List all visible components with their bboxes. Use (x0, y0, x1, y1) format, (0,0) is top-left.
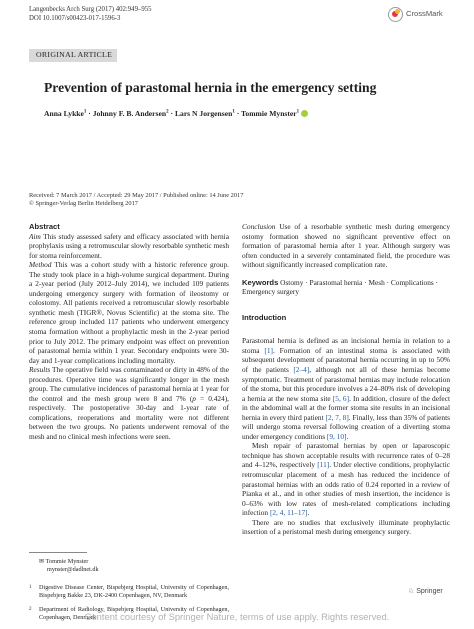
citation-link[interactable]: [5, 6] (332, 393, 350, 403)
received-accepted-dates: Received: 7 March 2017 / Accepted: 29 May 2017 / Published online: 14 June 2017 (29, 192, 244, 199)
springer-logo-icon: ♘ (408, 588, 415, 595)
right-column (242, 222, 450, 537)
conclusion-label: Conclusion (242, 222, 276, 231)
citation-link[interactable]: [2, 4, 11–17] (269, 508, 308, 518)
abstract-results (29, 365, 229, 441)
crossmark-icon (388, 7, 403, 22)
author-affiliation-mark: 1 (232, 109, 235, 115)
footnote-divider (29, 552, 87, 553)
intro-paragraph-2 (242, 441, 450, 517)
citation-link[interactable]: [9, 10] (326, 431, 347, 441)
intro-paragraph-3: There are no studies that exclusively illuminate prophylactic insertion of a peristomal mesh during emergency surgery. (242, 517, 450, 537)
mail-icon: ✉ (39, 557, 45, 565)
author-affiliation-mark: 1 (296, 109, 300, 115)
author-list: Anna Lykke$^1$ · Johnny F. B. Andersen$^2$ · Lars N Jorgensen$^1$ · Tommie Mynster$^1$ (44, 109, 308, 118)
journal-citation: Langenbecks Arch Surg (2017) 402:949–955 (29, 6, 152, 13)
correspondence-email[interactable]: mynster@dadlnet.dk (47, 565, 99, 573)
results-text-cont: = 0.424), respectively. The postoperative 30-day and 1-year rate of complications, reoperations and mortality were not different between the two groups. No patients underwent removal of the mesh and no clinical mesh infections were seen. (29, 393, 230, 442)
author-affiliation-mark: 1 (83, 109, 87, 115)
intro-text: Mesh repair of parastomal hernias by open or laparoscopic technique has shown acceptable results with recurrence rates of 0–28 and 4–12%, respectively (242, 441, 450, 470)
orcid-icon[interactable] (301, 110, 308, 117)
intro-text: . Under elective conditions, prophylactic retromuscular placement of a mesh has reduced the incidence of parastomal hernias with an odds ratio of 0.24 reported in a review of Pianka et al., and in other studies of mesh insertion, the incidence is 0–63% with low rates of mesh-related complications including infection (242, 460, 450, 518)
p-value-symbol: p (192, 393, 196, 403)
publisher-mark (408, 587, 443, 595)
author-name[interactable]: Johnny F. B. Andersen (92, 109, 167, 118)
correspondence-name: Tommie Mynster (45, 557, 89, 565)
intro-text: . (307, 508, 310, 518)
citation-link[interactable]: [11] (317, 460, 330, 470)
journal-header (29, 6, 152, 23)
affiliation-text: Department of Radiology, Bispebjerg Hospital, University of Copenhagen, Copenhagen, Denmark (39, 605, 229, 621)
doi-link[interactable]: DOI 10.1007/s00423-017-1596-3 (29, 14, 121, 22)
left-column (29, 222, 229, 622)
aim-text: This study assessed safety and efficacy associated with hernia prophylaxis using a retromuscular slowly resorbable synthetic mesh for stoma reinforcement. (29, 231, 229, 260)
intro-text: . Finally, less than 35% of patients will undergo stoma reversal following creation of a diverting stoma under emergency conditions (242, 412, 450, 441)
author-name[interactable]: Tommie Mynster (241, 109, 297, 118)
keywords (242, 278, 450, 297)
citation-link[interactable]: [1] (264, 345, 273, 355)
affiliation-number: 1 (29, 584, 32, 590)
article-title: Prevention of parastomal hernia in the emergency setting (44, 80, 377, 95)
method-label: Method (29, 260, 52, 270)
results-text: The operative field was contaminated or dirty in 48% of the procedures. Operative time was significantly longer in the mesh group. The cumulative incidences of parastomal hernia at 1 year for the control and the mesh group were 8 and 7% ( (29, 365, 229, 403)
footer-notice: Content courtesy of Springer Nature, terms of use apply. Rights reserved. (84, 611, 390, 622)
abstract-heading: Abstract (29, 222, 60, 231)
conclusion-text: Use of a resorbable synthetic mesh during emergency ostomy formation showed no significant preventive effect on formation of parastomal hernia after 1 year. Although surgery was often conducted in a severely contaminated field, the procedure was without significantly increased complication rate. (242, 222, 450, 270)
affiliation-1 (29, 584, 229, 600)
publication-dates (29, 192, 243, 208)
introduction-heading: Introduction (242, 312, 287, 322)
intro-text: Parastomal hernia is defined as an incisional hernia in relation to a stoma (242, 336, 450, 355)
abstract-method (29, 260, 229, 365)
crossmark-badge[interactable] (388, 7, 450, 25)
citation-link[interactable]: [2, 7, 8] (325, 412, 349, 422)
keywords-label: Keywords (242, 277, 279, 287)
intro-text: . (346, 431, 349, 441)
copyright-line: © Springer-Verlag Berlin Heidelberg 2017 (29, 200, 138, 208)
intro-text: . In addition, closure of the defect in the abdominal wall at the former stoma site results in an incisional hernia in every third patient (242, 393, 450, 422)
keywords-text: Ostomy · Parastomal hernia · Mesh · Complications · Emergency surgery (242, 277, 439, 297)
aim-label: Aim (29, 231, 41, 241)
crossmark-label: CrossMark (406, 9, 443, 18)
article-type: ORIGINAL ARTICLE (36, 50, 113, 59)
affiliation-text: Digestive Disease Center, Bispebjerg Hospital, University of Copenhagen, Bispebjerg Bakke 23, DK-2400 Copenhagen, NV, Denmark (39, 583, 229, 599)
author-affiliation-mark: 2 (166, 109, 169, 115)
method-text: This was a cohort study with a historic reference group. The study took place in a high-volume surgical department. During a 2-year period (July 2012–July 2014), we included 109 patients undergoing emergency surgery with formation of ileostomy or colostomy. All patients received a retromuscular slowly resorbable synthetic mesh (TIGR®, Novus Scientific) at the stoma site. The reference group included 117 patients who underwent emergency stoma formation without a prophylactic mesh in the 2-year period prior to July 2012. The primary endpoint was effect on prevention of parastomal hernia within 1 year. Secondary endpoints were 30-day and 1-year complications including mortality. (29, 260, 229, 365)
intro-paragraph-1 (242, 336, 450, 441)
author-name[interactable]: Anna Lykke (44, 109, 84, 118)
correspondence-block (29, 558, 229, 574)
springer-label: Springer (416, 588, 443, 595)
author-name[interactable]: Lars N Jorgensen (174, 109, 233, 118)
intro-text: , although not all of these hernias become symptomatic. Treatment of parastomal hernias may include relocation of the stoma, but this procedure involves a 24–80% risk of developing a hernia at the new stoma site (242, 365, 450, 403)
intro-text: . Formation of an intestinal stoma is associated with subsequent development of parastomal hernia occurring in up to 50% of the patients (242, 345, 450, 375)
results-label: Results (29, 365, 51, 375)
citation-link[interactable]: [2–4] (293, 365, 310, 375)
abstract-aim (29, 232, 229, 261)
affiliation-number: 2 (29, 606, 32, 612)
abstract-conclusion (242, 222, 450, 270)
